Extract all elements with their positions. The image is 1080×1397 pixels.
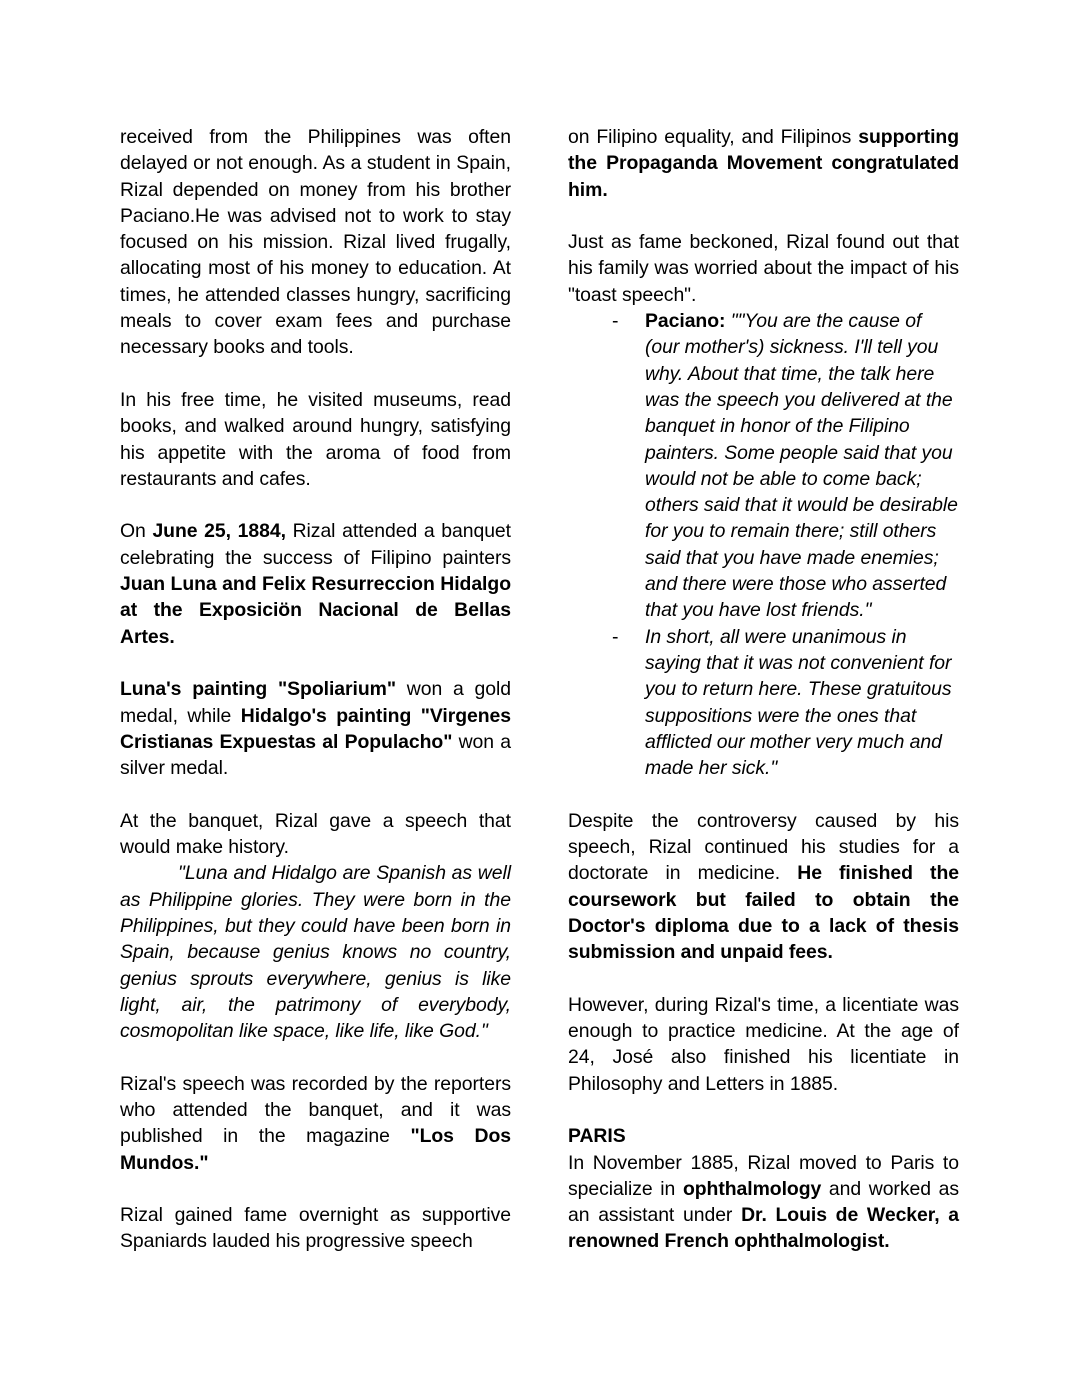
bold-run-ophthalmology: ophthalmology bbox=[682, 1177, 822, 1200]
bold-run-painters: Juan Luna and Felix Resurreccion Hidalgo at the Exposiciön Nacional de Bellas Artes. bbox=[120, 573, 511, 648]
paragraph-received-from-philippines: received from the Philippines was often delayed or not enough. As a student in Spain, Rizal depended on money from his brother Paciano.He was advised not to work to stay focused on his mission. Rizal lived frugally, allocating most of his money to education. At times, he attended classes hungry, sacrificing meals to cover exam fees and purchase necessary books and tools. bbox=[120, 126, 511, 359]
text-run: won a gold medal, while bbox=[120, 678, 511, 727]
section-heading-paris: PARIS bbox=[568, 1125, 626, 1148]
text-run: Rizal attended a banquet celebrating the success of Filipino painters bbox=[120, 520, 511, 569]
bold-run-wecker: Dr. Louis de Wecker, a renowned French ophthalmologist. bbox=[568, 1204, 959, 1253]
paragraph-doctorate bbox=[568, 808, 959, 966]
text-run: Rizal's speech was recorded by the reporters who attended the banquet, and it was published in the magazine bbox=[120, 1072, 511, 1148]
right-column bbox=[568, 124, 959, 1255]
paragraph-fame-overnight: Rizal gained fame overnight as supportive Spaniards lauded his progressive speech bbox=[120, 1204, 511, 1253]
text-run: In November 1885, Rizal moved to Paris to specialize in bbox=[568, 1151, 959, 1200]
text-run: on Filipino equality, and Filipinos bbox=[568, 126, 859, 148]
quote-body: In short, all were unanimous in saying that it was not convenient for you to return here. These gratuitous suppositions were the ones that afflicted our mother very much and made her sick." bbox=[645, 625, 952, 780]
list-item bbox=[568, 308, 959, 624]
quote-bullet-list bbox=[568, 308, 959, 781]
bold-run-date: June 25, 1884, bbox=[152, 520, 286, 543]
two-column-layout bbox=[120, 124, 975, 1255]
quote-speaker-label: Paciano: bbox=[645, 310, 726, 333]
bullet-text bbox=[645, 626, 951, 779]
paragraph-paris-ophthalmology bbox=[568, 1150, 959, 1255]
bold-run-coursework: He finished the coursework but failed to obtain the Doctor's diploma due to a lack of thesis submission and unpaid fees. bbox=[568, 862, 959, 964]
bullet-dash-icon: - bbox=[612, 625, 619, 648]
paragraph-los-dos-mundos bbox=[120, 1071, 511, 1176]
paragraph-licentiate: However, during Rizal's time, a licentiate was enough to practice medicine. At the age of 24, José also finished his licentiate in Philosophy and Letters in 1885. bbox=[568, 993, 959, 1095]
blockquote-luna-hidalgo: "Luna and Hidalgo are Spanish as well as Philippine glories. They were born in the Philippines, but they could have been born in Spain, because genius knows no country, genius sprouts everywhere, genius is like light, air, the patrimony of everybody, cosmopolitan like space, like life, like God." bbox=[120, 862, 511, 1043]
text-run: and worked as an assistant under bbox=[568, 1177, 959, 1227]
bullet-text bbox=[645, 310, 958, 621]
bullet-dash-icon: - bbox=[612, 310, 619, 333]
paragraph-free-time: In his free time, he visited museums, read books, and walked around hungry, satisfying his appetite with the aroma of food from restaurants and cafes. bbox=[120, 388, 511, 490]
text-run: won a silver medal. bbox=[120, 730, 511, 780]
bold-run-spoliarium: Luna's painting "Spoliarium" bbox=[120, 678, 396, 701]
paragraph-filipino-equality bbox=[568, 124, 959, 203]
paragraph-toast-speech: Just as fame beckoned, Rizal found out that his family was worried about the impact of his "toast speech". bbox=[568, 231, 959, 306]
paragraph-speech-intro: At the banquet, Rizal gave a speech that would make history. bbox=[120, 809, 511, 859]
paragraph-june-banquet bbox=[120, 518, 511, 649]
bold-run-propaganda: supporting the Propaganda Movement congratulated him. bbox=[568, 126, 959, 201]
bold-run-magazine: "Los Dos Mundos." bbox=[120, 1125, 512, 1174]
text-run: On bbox=[120, 520, 153, 543]
paragraph-medals bbox=[120, 676, 511, 781]
bold-run-virgenes: Hidalgo's painting "Virgenes Cristianas Expuestas al Populacho" bbox=[120, 704, 511, 753]
left-column bbox=[120, 124, 511, 1255]
text-run: Despite the controversy caused by his speech, Rizal continued his studies for a doctorate in medicine. bbox=[568, 809, 959, 885]
quote-body: ""You are the cause of (our mother's) sickness. I'll tell you why. About that time, the talk here was the speech you delivered at the banquet in honor of the Filipino painters. Some people said that you would not be able to come back; others said that it would be desirable for you to remain there; still others said that you have made enemies; and there were those who asserted that you have lost friends." bbox=[645, 310, 958, 622]
list-item bbox=[568, 624, 959, 782]
